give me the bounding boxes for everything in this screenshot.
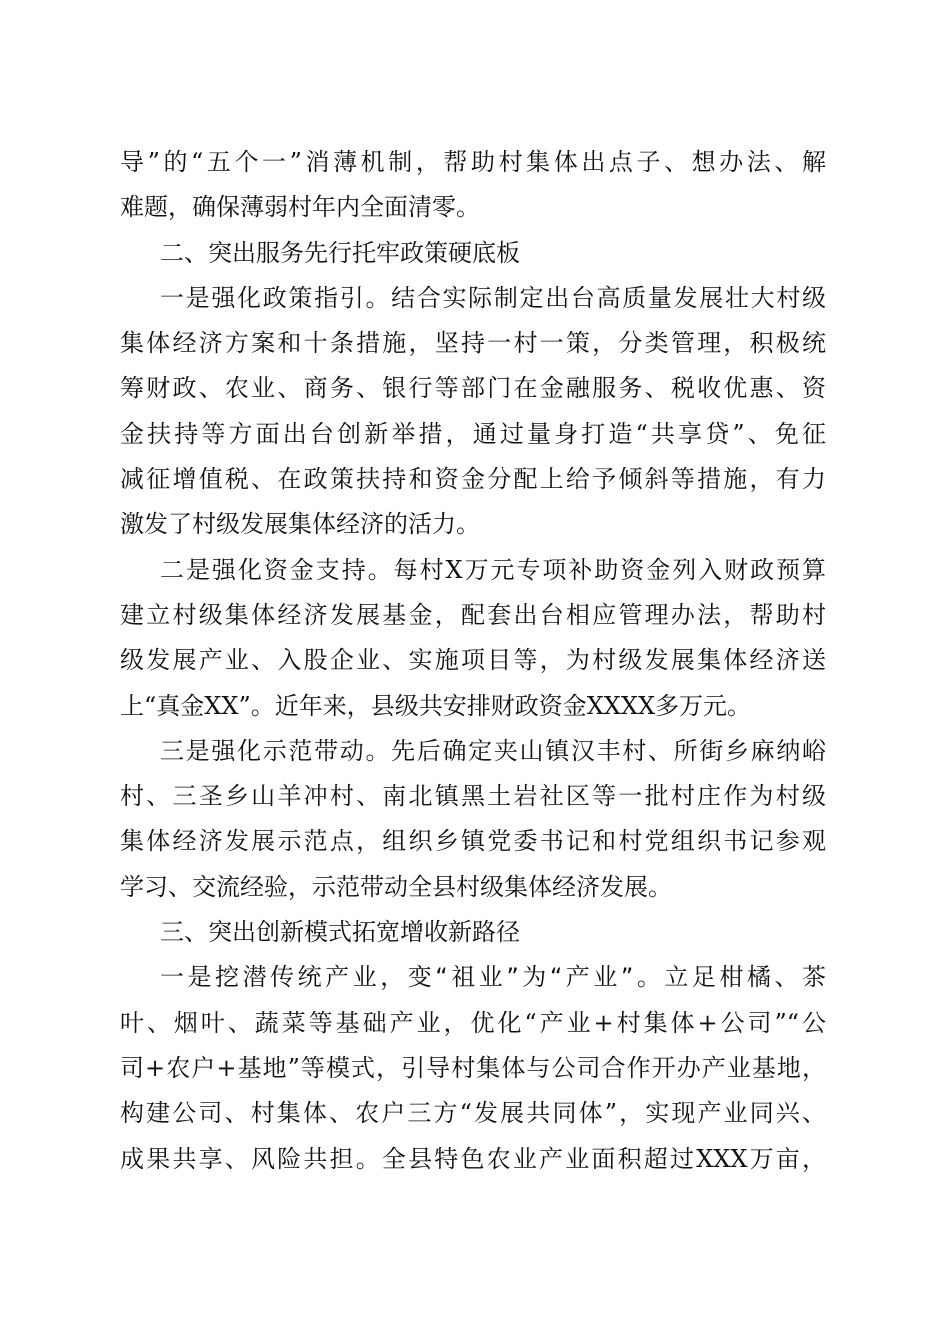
s2-p1-lead: 一是强化政策指引。 [160, 283, 392, 312]
s2-p1-first-rest: 结合实际制定出台高质量发展壮大村级 [391, 283, 827, 312]
s3-p1-line-1 [120, 955, 826, 1000]
s2-p3-line-1 [120, 729, 826, 774]
s2-p2-line-1 [120, 548, 826, 593]
s2-p2-line-2: 建立村级集体经济发展基金，配套出台相应管理办法，帮助村 [120, 600, 826, 629]
s2-p2-first-rest: 每村X万元专项补助资金列入财政预算 [393, 555, 826, 584]
s2-p1-line-5: 减征增值税、在政策扶持和资金分配上给予倾斜等措施，有力 [120, 465, 826, 494]
s2-p2-lead: 二是强化资金支持。 [160, 555, 394, 584]
s2-p1-line-1 [120, 276, 826, 321]
s2-p3-line-3: 集体经济发展示范点，组织乡镇党委书记和村党组织书记参观 [120, 827, 826, 856]
s2-p1-line-2: 集体经济方案和十条措施，坚持一村一策，分类管理，积极统 [120, 329, 826, 358]
intro-line-1: 导”的“五个一”消薄机制，帮助村集体出点子、想办法、解 [120, 148, 826, 176]
s2-p3-first-rest: 先后确定夹山镇汉丰村、所街乡麻纳峪 [391, 736, 827, 765]
s2-p2-line-4: 上“真金XX”。近年来，县级共安排财政资金XXXX多万元。 [120, 691, 752, 720]
s3-p1-line-2: 叶、烟叶、蔬菜等基础产业，优化“产业+村集体+公司”“公 [120, 1008, 826, 1037]
intro-line-2: 难题，确保薄弱村年内全面清零。 [120, 193, 480, 222]
s3-p1-first-rest: 立足柑橘、茶 [664, 963, 827, 992]
s2-p3-line-2: 村、三圣乡山羊冲村、南北镇黑土岩社区等一批村庄作为村级 [120, 782, 826, 811]
s3-p1-line-5: 成果共享、风险共担。全县特色农业产业面积超过XXX万亩， [120, 1144, 826, 1173]
section-3-heading: 三、突出创新模式拓宽增收新路径 [160, 918, 520, 947]
document-body [120, 140, 826, 1182]
s2-p3-line-4: 学习、交流经验，示范带动全县村级集体经济发展。 [120, 872, 672, 901]
s2-p2-line-3: 级发展产业、入股企业、实施项目等，为村级发展集体经济送 [120, 646, 826, 675]
s2-p3-lead: 三是强化示范带动。 [160, 736, 392, 765]
s3-p1-line-3: 司+农户+基地”等模式，引导村集体与公司合作开办产业基地， [120, 1053, 826, 1082]
s2-p1-line-6: 激发了村级发展集体经济的活力。 [120, 510, 480, 539]
s2-p1-line-3: 筹财政、农业、商务、银行等部门在金融服务、税收优惠、资 [120, 374, 826, 403]
s3-p1-lead: 一是挖潜传统产业，变“祖业”为“产业”。 [160, 963, 665, 992]
s3-p1-line-4: 构建公司、村集体、农户三方“发展共同体”，实现产业同兴、 [120, 1099, 826, 1128]
section-2-heading: 二、突出服务先行托牢政策硬底板 [160, 238, 520, 267]
s2-p1-line-4: 金扶持等方面出台创新举措，通过量身打造“共享贷”、免征 [120, 419, 826, 448]
